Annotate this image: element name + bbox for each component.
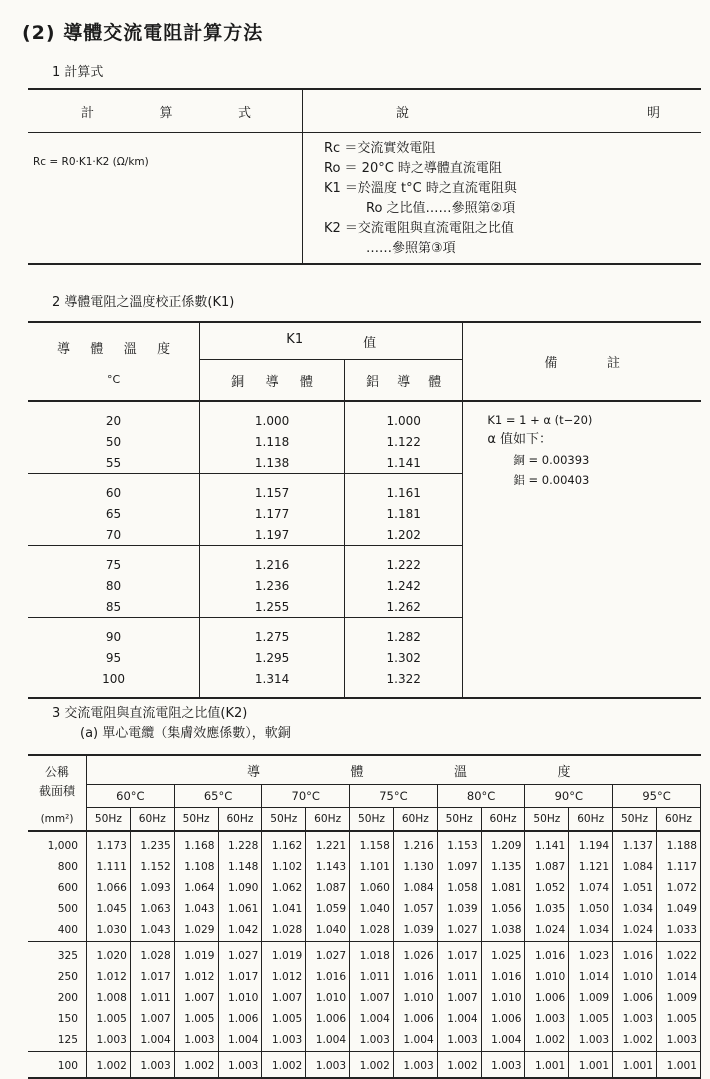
aluminum-value-cell: 1.181	[345, 503, 463, 524]
remark-cell	[463, 401, 701, 698]
copper-value-cell: 1.236	[200, 575, 345, 596]
frequency-label: 60Hz	[393, 808, 437, 831]
k2-value-cell: 1.059	[306, 899, 350, 920]
header-char: 度	[157, 341, 171, 357]
aluminum-value-cell: 1.322	[345, 668, 463, 698]
k1-header	[200, 322, 463, 360]
k2-value-cell: 1.017	[437, 941, 481, 967]
k2-value-cell: 1.097	[437, 857, 481, 878]
table-row	[28, 401, 701, 431]
k2-value-cell: 1.003	[262, 1030, 306, 1052]
description-col-header	[303, 89, 702, 133]
header-char: 計	[81, 105, 95, 121]
k2-value-cell: 1.002	[437, 1051, 481, 1078]
k2-value-cell: 1.006	[306, 1009, 350, 1030]
copper-value-cell: 1.118	[200, 431, 345, 452]
k2-value-cell: 1.026	[393, 941, 437, 967]
frequency-label: 50Hz	[350, 808, 394, 831]
k2-value-cell: 1.057	[393, 899, 437, 920]
k2-value-cell: 1.040	[306, 920, 350, 942]
table-row	[28, 1030, 701, 1052]
size-cell: 325	[28, 941, 87, 967]
aluminum-value-cell: 1.122	[345, 431, 463, 452]
k2-value-cell: 1.003	[393, 1051, 437, 1078]
table-row	[28, 1009, 701, 1030]
k2-value-cell: 1.022	[656, 941, 700, 967]
header-char: 說	[396, 105, 410, 121]
k2-value-cell: 1.039	[393, 920, 437, 942]
formula-col-header	[28, 89, 303, 133]
size-header	[28, 755, 87, 808]
k2-value-cell: 1.003	[613, 1009, 657, 1030]
aluminum-header	[345, 360, 463, 402]
k2-value-cell: 1.003	[481, 1051, 525, 1078]
header-char: 導	[247, 764, 261, 780]
frequency-row	[28, 808, 701, 831]
header-char: 導	[57, 341, 71, 357]
table-row	[28, 941, 701, 967]
k2-value-cell: 1.003	[437, 1030, 481, 1052]
frequency-label: 50Hz	[262, 808, 306, 831]
k2-value-cell: 1.001	[569, 1051, 613, 1078]
k2-value-cell: 1.003	[130, 1051, 174, 1078]
table-row	[28, 988, 701, 1009]
note-line: K2 ＝交流電阻與直流電阻之比值	[324, 221, 514, 236]
k2-value-cell: 1.011	[350, 967, 394, 988]
formula-table	[28, 88, 701, 265]
temperature-row	[28, 785, 701, 808]
k2-value-cell: 1.209	[481, 831, 525, 857]
k2-value-cell: 1.017	[130, 967, 174, 988]
temperature-cell: 80	[28, 575, 200, 596]
k2-value-cell: 1.141	[525, 831, 569, 857]
k2-value-cell: 1.066	[87, 878, 131, 899]
size-cell: 800	[28, 857, 87, 878]
temperature-label: 60°C	[87, 785, 175, 808]
frequency-label: 60Hz	[569, 808, 613, 831]
temperature-cell: 85	[28, 596, 200, 618]
k2-value-cell: 1.034	[613, 899, 657, 920]
k2-value-cell: 1.006	[218, 1009, 262, 1030]
k2-value-cell: 1.052	[525, 878, 569, 899]
k2-value-cell: 1.028	[130, 941, 174, 967]
header-char: 導	[397, 374, 411, 390]
copper-value-cell: 1.314	[200, 668, 345, 698]
temperature-cell: 50	[28, 431, 200, 452]
k2-value-cell: 1.006	[525, 988, 569, 1009]
note-line: ……參照第③項	[366, 241, 456, 256]
k2-value-cell: 1.062	[262, 878, 306, 899]
k2-value-cell: 1.001	[613, 1051, 657, 1078]
header-char: 體	[90, 341, 104, 357]
frequency-label: 60Hz	[218, 808, 262, 831]
k2-value-cell: 1.051	[613, 878, 657, 899]
k2-value-cell: 1.028	[350, 920, 394, 942]
k2-value-cell: 1.024	[613, 920, 657, 942]
k2-value-cell: 1.002	[525, 1030, 569, 1052]
k2-value-cell: 1.188	[656, 831, 700, 857]
k2-value-cell: 1.093	[130, 878, 174, 899]
description-cell	[303, 133, 702, 265]
frequency-label: 50Hz	[87, 808, 131, 831]
k2-value-cell: 1.016	[306, 967, 350, 988]
k2-value-cell: 1.049	[656, 899, 700, 920]
table-row	[28, 857, 701, 878]
k2-value-cell: 1.084	[393, 878, 437, 899]
k2-value-cell: 1.010	[525, 967, 569, 988]
k2-value-cell: 1.004	[306, 1030, 350, 1052]
remark-line: 銅 = 0.00393	[513, 453, 590, 467]
k2-value-cell: 1.010	[481, 988, 525, 1009]
header-char: 鋁	[366, 374, 380, 390]
copper-value-cell: 1.157	[200, 474, 345, 504]
k2-value-cell: 1.016	[525, 941, 569, 967]
k2-value-cell: 1.018	[350, 941, 394, 967]
copper-value-cell: 1.255	[200, 596, 345, 618]
k2-value-cell: 1.152	[130, 857, 174, 878]
k2-value-cell: 1.002	[262, 1051, 306, 1078]
table-row	[28, 920, 701, 942]
temperature-label: 90°C	[525, 785, 613, 808]
frequency-label: 50Hz	[437, 808, 481, 831]
k2-value-cell: 1.016	[613, 941, 657, 967]
header-char: 導	[265, 374, 279, 390]
k2-value-cell: 1.009	[656, 988, 700, 1009]
k2-value-cell: 1.035	[525, 899, 569, 920]
temperature-cell: 95	[28, 647, 200, 668]
k2-value-cell: 1.101	[350, 857, 394, 878]
table-row	[28, 967, 701, 988]
size-cell: 400	[28, 920, 87, 942]
size-cell: 200	[28, 988, 87, 1009]
k2-value-cell: 1.005	[656, 1009, 700, 1030]
temperature-header-chars	[87, 761, 701, 780]
header-char: 體	[300, 374, 314, 390]
section3-subheading: (a) 單心電纜（集膚效應係數），軟銅	[80, 726, 291, 741]
k2-value-cell: 1.042	[218, 920, 262, 942]
k2-value-cell: 1.010	[306, 988, 350, 1009]
k2-value-cell: 1.050	[569, 899, 613, 920]
k2-value-cell: 1.006	[481, 1009, 525, 1030]
copper-value-cell: 1.138	[200, 452, 345, 474]
k2-value-cell: 1.153	[437, 831, 481, 857]
temperature-header: 導 體 溫 度 °C	[28, 322, 200, 401]
k2-value-cell: 1.087	[306, 878, 350, 899]
k2-value-cell: 1.007	[350, 988, 394, 1009]
k2-value-cell: 1.158	[350, 831, 394, 857]
frequency-label: 50Hz	[613, 808, 657, 831]
k2-value-cell: 1.023	[569, 941, 613, 967]
size-header-line: 公稱	[44, 764, 69, 779]
aluminum-value-cell: 1.222	[345, 546, 463, 576]
k2-value-cell: 1.005	[87, 1009, 131, 1030]
size-cell: 125	[28, 1030, 87, 1052]
temperature-label: 80°C	[437, 785, 525, 808]
k2-value-cell: 1.060	[350, 878, 394, 899]
aluminum-value-cell: 1.302	[345, 647, 463, 668]
k2-value-cell: 1.040	[350, 899, 394, 920]
k2-value-cell: 1.072	[656, 878, 700, 899]
k2-value-cell: 1.045	[87, 899, 131, 920]
k2-value-cell: 1.014	[569, 967, 613, 988]
k2-value-cell: 1.001	[656, 1051, 700, 1078]
remark-line: α 值如下：	[487, 432, 553, 447]
header-char: 度	[557, 764, 571, 780]
k2-value-cell: 1.162	[262, 831, 306, 857]
note-line: K1 ＝於溫度 t°C 時之直流電阻與	[324, 181, 517, 196]
header-char: 體	[428, 374, 442, 390]
remark-header	[463, 322, 701, 401]
table-row	[28, 831, 701, 857]
k2-value-cell: 1.002	[613, 1030, 657, 1052]
k2-value-cell: 1.005	[174, 1009, 218, 1030]
k2-value-cell: 1.016	[481, 967, 525, 988]
copper-value-cell: 1.295	[200, 647, 345, 668]
remark-line: 鋁 = 0.00403	[513, 473, 590, 487]
header-char: 溫	[453, 764, 467, 780]
k2-value-cell: 1.005	[569, 1009, 613, 1030]
k2-value-cell: 1.016	[393, 967, 437, 988]
k2-value-cell: 1.004	[130, 1030, 174, 1052]
size-header-line: 截面積	[38, 783, 75, 798]
k2-value-cell: 1.148	[218, 857, 262, 878]
note-line: Rc ＝交流實效電阻	[324, 141, 436, 156]
header-text: 值	[363, 335, 377, 351]
k2-value-cell: 1.007	[130, 1009, 174, 1030]
k2-value-cell: 1.020	[87, 941, 131, 967]
k2-value-cell: 1.003	[656, 1030, 700, 1052]
size-cell: 100	[28, 1051, 87, 1078]
header-char: 備	[544, 356, 558, 371]
k2-value-cell: 1.003	[87, 1030, 131, 1052]
k2-value-cell: 1.028	[262, 920, 306, 942]
k2-value-cell: 1.033	[656, 920, 700, 942]
k2-value-cell: 1.111	[87, 857, 131, 878]
note-line: Ro 之比值……參照第②項	[366, 201, 516, 216]
k2-value-cell: 1.041	[262, 899, 306, 920]
header-text: K1	[286, 331, 304, 347]
table-row	[28, 1051, 701, 1078]
temperature-cell: 55	[28, 452, 200, 474]
copper-value-cell: 1.216	[200, 546, 345, 576]
section1-heading: 1 計算式	[52, 65, 104, 80]
k2-value-cell: 1.121	[569, 857, 613, 878]
size-cell: 1,000	[28, 831, 87, 857]
k2-value-cell: 1.004	[481, 1030, 525, 1052]
k2-value-cell: 1.029	[174, 920, 218, 942]
remark-line: K1 = 1 + α (t−20)	[487, 413, 593, 427]
header-char: 銅	[231, 374, 245, 390]
size-cell: 150	[28, 1009, 87, 1030]
frequency-label: 60Hz	[656, 808, 700, 831]
temperature-cell: 60	[28, 474, 200, 504]
k2-value-cell: 1.030	[87, 920, 131, 942]
aluminum-value-cell: 1.202	[345, 524, 463, 546]
k2-value-cell: 1.108	[174, 857, 218, 878]
k2-value-cell: 1.235	[130, 831, 174, 857]
k2-value-cell: 1.005	[262, 1009, 306, 1030]
k2-value-cell: 1.064	[174, 878, 218, 899]
k2-value-cell: 1.010	[613, 967, 657, 988]
k2-value-cell: 1.061	[218, 899, 262, 920]
k2-value-cell: 1.130	[393, 857, 437, 878]
header-row	[28, 755, 701, 785]
k2-value-cell: 1.004	[393, 1030, 437, 1052]
k2-value-cell: 1.043	[174, 899, 218, 920]
k2-value-cell: 1.003	[174, 1030, 218, 1052]
k2-value-cell: 1.017	[218, 967, 262, 988]
frequency-label: 60Hz	[130, 808, 174, 831]
k2-value-cell: 1.143	[306, 857, 350, 878]
k2-value-cell: 1.034	[569, 920, 613, 942]
frequency-label: 50Hz	[525, 808, 569, 831]
temperature-label: 95°C	[613, 785, 701, 808]
size-cell: 600	[28, 878, 87, 899]
size-cell: 500	[28, 899, 87, 920]
section2-heading: 2 導體電阻之溫度校正係數(K1)	[52, 295, 235, 310]
aluminum-value-cell: 1.000	[345, 401, 463, 431]
k2-value-cell: 1.011	[437, 967, 481, 988]
k2-value-cell: 1.228	[218, 831, 262, 857]
k2-value-cell: 1.002	[174, 1051, 218, 1078]
k2-value-cell: 1.002	[350, 1051, 394, 1078]
k2-value-cell: 1.012	[262, 967, 306, 988]
k2-value-cell: 1.081	[481, 878, 525, 899]
aluminum-value-cell: 1.242	[345, 575, 463, 596]
k2-value-cell: 1.168	[174, 831, 218, 857]
aluminum-value-cell: 1.262	[345, 596, 463, 618]
k2-value-cell: 1.011	[130, 988, 174, 1009]
copper-value-cell: 1.000	[200, 401, 345, 431]
k2-value-cell: 1.117	[656, 857, 700, 878]
header-char: 體	[350, 764, 364, 780]
frequency-label: 50Hz	[174, 808, 218, 831]
k2-value-cell: 1.003	[306, 1051, 350, 1078]
k2-value-cell: 1.012	[174, 967, 218, 988]
k2-value-cell: 1.025	[481, 941, 525, 967]
formula-cell: Rc = R0·K1·K2 (Ω/km)	[28, 133, 303, 265]
k2-value-cell: 1.010	[393, 988, 437, 1009]
k2-value-cell: 1.006	[613, 988, 657, 1009]
temperature-label: 65°C	[174, 785, 262, 808]
k2-value-cell: 1.039	[437, 899, 481, 920]
k2-value-cell: 1.058	[437, 878, 481, 899]
k2-value-cell: 1.137	[613, 831, 657, 857]
header-char: 明	[646, 105, 660, 121]
temperature-cell: 100	[28, 668, 200, 698]
temperature-cell: 90	[28, 618, 200, 648]
size-cell: 250	[28, 967, 87, 988]
k2-value-cell: 1.012	[87, 967, 131, 988]
header-char: 溫	[123, 341, 137, 357]
k1-table	[28, 321, 701, 699]
section3-heading: 3 交流電阻與直流電阻之比值(K2)	[52, 706, 248, 721]
k2-value-cell: 1.102	[262, 857, 306, 878]
k2-value-cell: 1.003	[525, 1009, 569, 1030]
temperature-cell: 20	[28, 401, 200, 431]
k2-value-cell: 1.007	[437, 988, 481, 1009]
page-title: (2) 導體交流電阻計算方法	[22, 22, 264, 44]
table-row	[28, 899, 701, 920]
header-char: 式	[237, 105, 251, 121]
note-line: Ro ＝ 20°C 時之導體直流電阻	[324, 161, 502, 176]
k2-value-cell: 1.002	[87, 1051, 131, 1078]
copper-header	[200, 360, 345, 402]
k2-value-cell: 1.019	[262, 941, 306, 967]
k2-value-cell: 1.007	[262, 988, 306, 1009]
k2-value-cell: 1.216	[393, 831, 437, 857]
k2-value-cell: 1.006	[393, 1009, 437, 1030]
k2-value-cell: 1.194	[569, 831, 613, 857]
aluminum-value-cell: 1.282	[345, 618, 463, 648]
k2-value-cell: 1.087	[525, 857, 569, 878]
k2-value-cell: 1.027	[218, 941, 262, 967]
k2-value-cell: 1.027	[306, 941, 350, 967]
temperature-label: 70°C	[262, 785, 350, 808]
k2-value-cell: 1.090	[218, 878, 262, 899]
k2-value-cell: 1.004	[218, 1030, 262, 1052]
header-char: 註	[606, 356, 620, 371]
k2-value-cell: 1.010	[218, 988, 262, 1009]
k2-value-cell: 1.009	[569, 988, 613, 1009]
frequency-label: 60Hz	[481, 808, 525, 831]
copper-value-cell: 1.177	[200, 503, 345, 524]
copper-value-cell: 1.275	[200, 618, 345, 648]
k2-value-cell: 1.024	[525, 920, 569, 942]
k2-value-cell: 1.014	[656, 967, 700, 988]
k2-value-cell: 1.074	[569, 878, 613, 899]
k2-value-cell: 1.038	[481, 920, 525, 942]
k2-value-cell: 1.043	[130, 920, 174, 942]
k2-value-cell: 1.135	[481, 857, 525, 878]
temperature-cell: 70	[28, 524, 200, 546]
size-unit: (mm²)	[28, 808, 87, 831]
k2-value-cell: 1.063	[130, 899, 174, 920]
k2-value-cell: 1.056	[481, 899, 525, 920]
k2-value-cell: 1.004	[437, 1009, 481, 1030]
temperature-header	[87, 755, 701, 785]
temperature-label: 75°C	[350, 785, 438, 808]
k2-value-cell: 1.221	[306, 831, 350, 857]
k2-value-cell: 1.007	[174, 988, 218, 1009]
k2-value-cell: 1.008	[87, 988, 131, 1009]
k2-value-cell: 1.019	[174, 941, 218, 967]
table-row	[28, 878, 701, 899]
k2-value-cell: 1.001	[525, 1051, 569, 1078]
k2-value-cell: 1.003	[218, 1051, 262, 1078]
copper-value-cell: 1.197	[200, 524, 345, 546]
temperature-cell: 75	[28, 546, 200, 576]
temperature-cell: 65	[28, 503, 200, 524]
k2-value-cell: 1.003	[569, 1030, 613, 1052]
k2-table	[28, 754, 701, 1079]
k2-value-cell: 1.027	[437, 920, 481, 942]
k2-value-cell: 1.004	[350, 1009, 394, 1030]
frequency-label: 60Hz	[306, 808, 350, 831]
k2-value-cell: 1.003	[350, 1030, 394, 1052]
aluminum-value-cell: 1.161	[345, 474, 463, 504]
k2-value-cell: 1.084	[613, 857, 657, 878]
aluminum-value-cell: 1.141	[345, 452, 463, 474]
k2-value-cell: 1.173	[87, 831, 131, 857]
header-char: 算	[159, 105, 173, 121]
